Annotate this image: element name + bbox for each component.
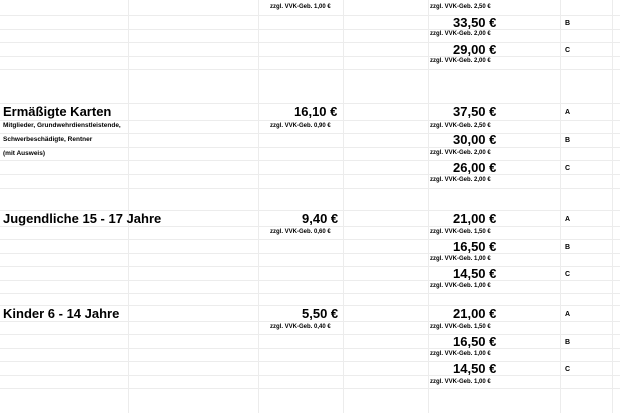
grid-row-line (0, 266, 620, 267)
grid-row-line (0, 56, 620, 57)
grid-row-line (0, 253, 620, 254)
basic-price: 9,40 € (302, 211, 339, 226)
tier-label: A (565, 109, 571, 116)
tier-fee-text: zzgl. VVK-Geb. 1,50 € (430, 229, 491, 235)
grid-row-line (0, 239, 620, 240)
tier-price: 30,00 € (453, 132, 497, 147)
grid-column-line (428, 0, 429, 413)
grid-row-line (0, 361, 620, 362)
basic-fee-text: zzgl. VVK-Geb. 1,00 € (270, 4, 331, 10)
grid-row-line (0, 375, 620, 376)
grid-row-line (0, 321, 620, 322)
basic-fee-text: zzgl. VVK-Geb. 0,90 € (270, 123, 331, 129)
grid-row-line (0, 160, 620, 161)
tier-label: C (565, 271, 571, 278)
grid-row-line (0, 293, 620, 294)
tier-price: 21,00 € (453, 211, 497, 226)
section-title: Kinder 6 - 14 Jahre (3, 306, 120, 321)
tier-fee-text: zzgl. VVK-Geb. 2,00 € (430, 31, 491, 37)
tier-label: B (565, 339, 571, 346)
grid-row-line (0, 29, 620, 30)
tier-fee-text: zzgl. VVK-Geb. 2,00 € (430, 150, 491, 156)
grid-column-line (612, 0, 613, 413)
basic-price: 16,10 € (294, 104, 338, 119)
section-title: Ermäßigte Karten (3, 104, 112, 119)
tier-fee-text: zzgl. VVK-Geb. 1,00 € (430, 256, 491, 262)
tier-price: 14,50 € (453, 361, 497, 376)
grid-row-line (0, 174, 620, 175)
tier-fee-text: zzgl. VVK-Geb. 2,50 € (430, 123, 491, 129)
tier-label: C (565, 165, 571, 172)
grid-column-line (128, 0, 129, 413)
tier-price: 26,00 € (453, 160, 497, 175)
tier-fee-text: zzgl. VVK-Geb. 2,00 € (430, 177, 491, 183)
grid-column-line (343, 0, 344, 413)
tier-label: B (565, 244, 571, 251)
tier-label: B (565, 20, 571, 27)
tier-price: 21,00 € (453, 306, 497, 321)
section-subtitle-line: Mitglieder, Grundwehrdienstleistende, (3, 122, 121, 129)
tier-fee-text: zzgl. VVK-Geb. 2,50 € (430, 4, 491, 10)
section-title: Jugendliche 15 - 17 Jahre (3, 211, 162, 226)
grid-row-line (0, 15, 620, 16)
section-subtitle-line: (mit Ausweis) (3, 150, 46, 157)
tier-label: A (565, 216, 571, 223)
grid-column-line (560, 0, 561, 413)
tier-fee-text: zzgl. VVK-Geb. 2,00 € (430, 58, 491, 64)
grid-row-line (0, 280, 620, 281)
tier-label: C (565, 366, 571, 373)
grid-row-line (0, 334, 620, 335)
grid-row-line (0, 388, 620, 389)
tier-price: 37,50 € (453, 104, 497, 119)
basic-fee-text: zzgl. VVK-Geb. 0,40 € (270, 324, 331, 330)
grid-row-line (0, 226, 620, 227)
tier-price: 16,50 € (453, 239, 497, 254)
grid-row-line (0, 120, 620, 121)
tier-fee-text: zzgl. VVK-Geb. 1,00 € (430, 379, 491, 385)
section-subtitle-line: Schwerbeschädigte, Rentner (3, 136, 93, 143)
tier-label: A (565, 311, 571, 318)
tier-price: 14,50 € (453, 266, 497, 281)
grid-row-line (0, 69, 620, 70)
tier-price: 29,00 € (453, 42, 497, 57)
tier-price: 16,50 € (453, 334, 497, 349)
basic-price: 5,50 € (302, 306, 339, 321)
grid-column-line (258, 0, 259, 413)
tier-fee-text: zzgl. VVK-Geb. 1,00 € (430, 351, 491, 357)
grid-row-line (0, 42, 620, 43)
tier-fee-text: zzgl. VVK-Geb. 1,50 € (430, 324, 491, 330)
grid-row-line (0, 147, 620, 148)
grid-row-line (0, 348, 620, 349)
tier-price: 33,50 € (453, 15, 497, 30)
tier-label: C (565, 47, 571, 54)
basic-fee-text: zzgl. VVK-Geb. 0,60 € (270, 229, 331, 235)
tier-fee-text: zzgl. VVK-Geb. 1,00 € (430, 283, 491, 289)
grid-row-line (0, 188, 620, 189)
grid-row-line (0, 133, 620, 134)
tier-label: B (565, 137, 571, 144)
